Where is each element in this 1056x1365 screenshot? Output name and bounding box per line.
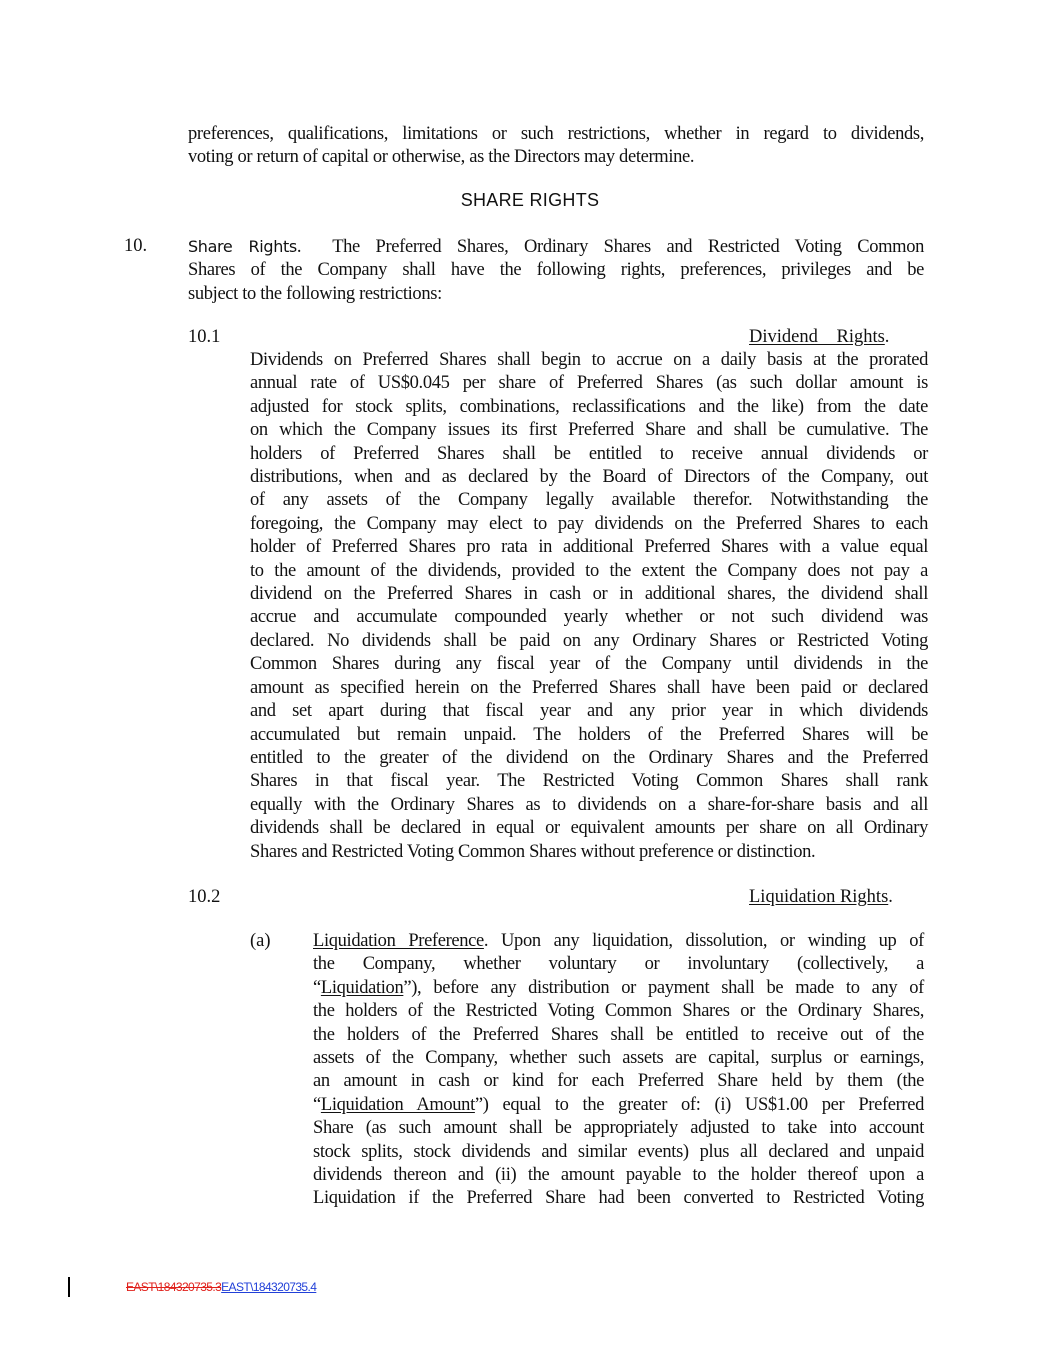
section-10-paragraph: [188, 235, 924, 306]
section-10-1-number: 10.1: [188, 327, 221, 347]
text-line: amount as specified herein on the Preferred Shares shall have been paid or declared: [250, 677, 928, 698]
text-line: and set apart during that fiscal year and any prior year in which dividends: [250, 701, 928, 722]
text-line: assets of the Company, whether such assets are capital, surplus or earnings,: [313, 1048, 924, 1069]
text-line: adjusted for stock splits, combinations, reclassifications and the like) from the date: [250, 396, 928, 417]
text-line: the Company, whether voluntary or involuntary (collectively, a: [313, 954, 924, 975]
deleted-doc-id: EAST\184320735.3: [126, 1280, 222, 1294]
section-10-1-paragraph: [250, 349, 928, 864]
section-10-title: Share Rights: [188, 237, 297, 256]
text-line: accrue and accumulate compounded yearly whether or not such dividend was: [250, 607, 928, 628]
text-line: holders of Preferred Shares shall be entitled to receive annual dividends or: [250, 443, 928, 464]
open-quote: “: [313, 1094, 321, 1115]
text-line: Share (as such amount shall be appropriately adjusted to take into account: [313, 1118, 924, 1139]
subsection-a-paragraph: [313, 930, 924, 1211]
open-quote: “: [313, 977, 321, 998]
text-line: annual rate of US$0.045 per share of Preferred Shares (as such dollar amount is: [250, 373, 928, 394]
subsection-a-label: (a): [250, 931, 271, 951]
intro-paragraph: [188, 123, 924, 170]
text-line: Shares of the Company shall have the following rights, preferences, privileges and be: [188, 260, 924, 281]
section-heading: SHARE RIGHTS: [460, 190, 600, 210]
text-line: of any assets of the Company legally available therefor. Notwithstanding the: [250, 490, 928, 511]
text-line: voting or return of capital or otherwise, as the Directors may determine.: [188, 147, 695, 168]
line-rest: ”), before any distribution or payment shall be made to any of: [403, 977, 924, 998]
defined-term-liquidation: Liquidation: [320, 977, 404, 998]
section-10-first-line: The Preferred Shares, Ordinary Shares and Restricted Voting Common: [332, 237, 925, 257]
text-line: the holders of the Preferred Shares shall be entitled to receive out of the: [313, 1024, 924, 1045]
subsection-a-title: Liquidation Preference: [313, 931, 484, 951]
text-line: accumulated but remain unpaid. The holders of the Preferred Shares will be: [250, 724, 928, 745]
text-line: dividend on the Preferred Shares in cash or in additional shares, the dividend shall: [250, 584, 928, 605]
inserted-doc-id: EAST\184320735.4: [221, 1280, 317, 1294]
defined-term-liquidation-amount: Liquidation Amount: [320, 1094, 475, 1115]
section-10-1-title: Dividend Rights: [749, 327, 885, 347]
text-line: Shares in that fiscal year. The Restricted Voting Common Shares shall rank: [250, 771, 928, 792]
text-line: equally with the Ordinary Shares as to dividends on a share-for-share basis and all: [250, 794, 928, 815]
text-line: on which the Company issues its first Preferred Share and shall be cumulative. The: [250, 420, 928, 441]
section-10-number: 10.: [124, 236, 148, 256]
text-line: stock splits, stock dividends and similar events) plus all declared and unpaid: [313, 1141, 924, 1162]
document-footer-id: [126, 1280, 316, 1294]
text-line: Shares and Restricted Voting Common Shares without preference or distinction.: [250, 841, 816, 862]
text-line: Dividends on Preferred Shares shall begin to accrue on a daily basis at the prorated: [250, 350, 928, 370]
text-line: [313, 1094, 924, 1117]
section-10-title-period: .: [296, 237, 302, 257]
section-10-1-heading: [749, 326, 889, 349]
text-line: holder of Preferred Shares pro rata in additional Preferred Shares with a value equal: [250, 537, 928, 558]
text-line: entitled to the greater of the dividend on the Ordinary Shares and the Preferred: [250, 747, 928, 768]
line-rest: ”) equal to the greater of: (i) US$1.00 per Preferred: [474, 1094, 924, 1115]
section-10-2-title: Liquidation Rights: [749, 887, 889, 907]
text-line: to the amount of the dividends, provided to the extent the Company does not pay a: [250, 560, 928, 581]
subsection-a-first-line: . Upon any liquidation, dissolution, or winding up of: [483, 931, 924, 951]
section-10-2-heading: [749, 886, 893, 909]
text-line: declared. No dividends shall be paid on any Ordinary Shares or Restricted Voting: [250, 630, 928, 651]
section-10-1-title-period: .: [884, 327, 890, 347]
text-line: preferences, qualifications, limitations or such restrictions, whether in regard to dividends,: [188, 124, 924, 144]
text-line: [188, 235, 924, 259]
text-line: the holders of the Restricted Voting Common Shares or the Ordinary Shares,: [313, 1001, 924, 1022]
text-line: subject to the following restrictions:: [188, 283, 442, 304]
text-line: distributions, when and as declared by the Board of Directors of the Company, out: [250, 467, 928, 488]
text-line: Liquidation if the Preferred Share had been converted to Restricted Voting: [313, 1188, 924, 1209]
section-10-2-title-period: .: [888, 887, 893, 907]
change-bar: [68, 1277, 70, 1297]
text-line: [313, 977, 924, 1000]
text-line: Common Shares during any fiscal year of the Company until dividends in the: [250, 654, 928, 675]
text-line: [313, 930, 924, 953]
section-10-2-number: 10.2: [188, 887, 221, 907]
text-line: an amount in cash or kind for each Preferred Share held by them (the: [313, 1071, 924, 1092]
text-line: foregoing, the Company may elect to pay dividends on the Preferred Shares to each: [250, 513, 928, 534]
text-line: dividends shall be declared in equal or equivalent amounts per share on all Ordinary: [250, 818, 928, 839]
text-line: dividends thereon and (ii) the amount payable to the holder thereof upon a: [313, 1165, 924, 1186]
